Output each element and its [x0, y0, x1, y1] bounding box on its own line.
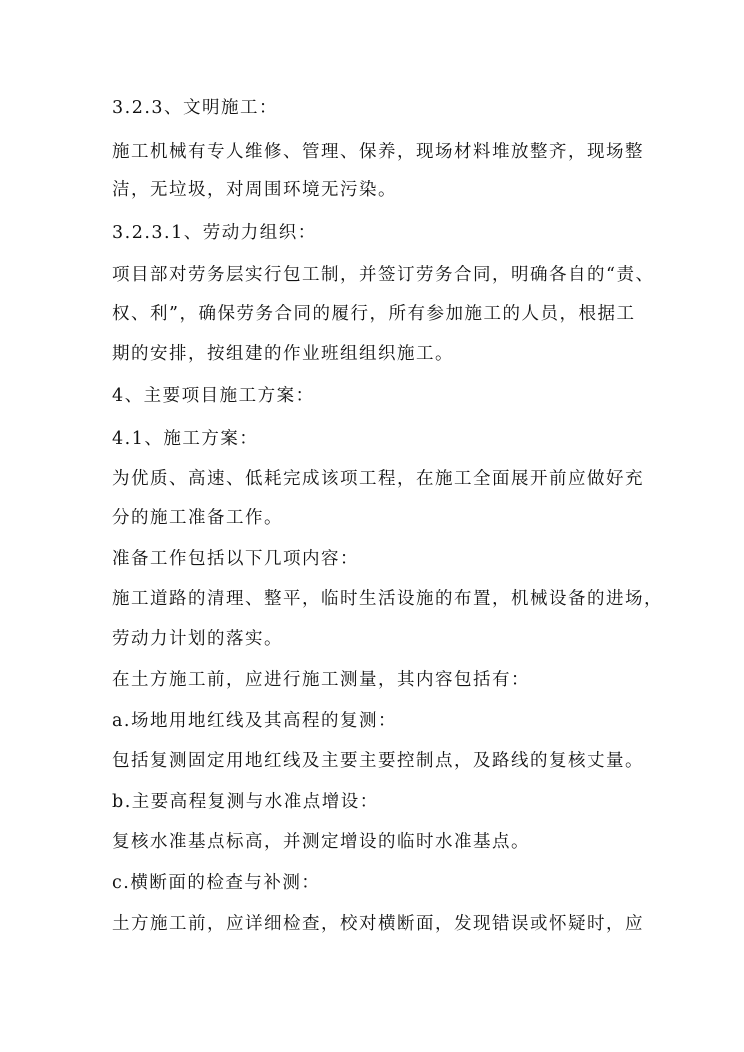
paragraph-line: 施工机械有专人维修、管理、保养，现场材料堆放整齐，现场整 [112, 142, 644, 162]
heading-3-2-3: 3.2.3、文明施工： [112, 98, 279, 118]
paragraph-line: 施工道路的清理、整平，临时生活设施的布置，机械设备的进场， [112, 589, 663, 609]
heading-4-1: 4.1、施工方案： [112, 429, 259, 449]
paragraph-line: 权、利”，确保劳务合同的履行，所有参加施工的人员，根据工 [112, 304, 636, 324]
paragraph-line: 土方施工前，应详细检查，校对横断面，发现错误或怀疑时，应 [112, 914, 644, 934]
paragraph-line: 项目部对劳务层实行包工制，并签订劳务合同，明确各自的“责、 [112, 265, 655, 285]
paragraph-line: 为优质、高速、低耗完成该项工程，在施工全面展开前应做好充 [112, 469, 644, 489]
paragraph-line: 劳动力计划的落实。 [112, 629, 283, 649]
paragraph-line: 洁，无垃圾，对周围环境无污染。 [112, 180, 397, 200]
paragraph-line: 包括复测固定用地红线及主要主要控制点，及路线的复核丈量。 [112, 751, 644, 771]
paragraph-line: 准备工作包括以下几项内容： [112, 549, 359, 569]
heading-3-2-3-1: 3.2.3.1、劳动力组织： [112, 223, 317, 243]
subheading-a: a.场地用地红线及其高程的复测： [112, 711, 397, 731]
paragraph-line: 分的施工准备工作。 [112, 508, 283, 528]
paragraph-line: 复核水准基点标高，并测定增设的临时水准基点。 [112, 832, 530, 852]
subheading-b: b.主要高程复测与水准点增设： [112, 792, 379, 812]
heading-4: 4、主要项目施工方案： [112, 386, 315, 406]
subheading-c: c.横断面的检查与补测： [112, 873, 321, 893]
paragraph-line: 在土方施工前，应进行施工测量，其内容包括有： [112, 670, 530, 690]
paragraph-line: 期的安排，按组建的作业班组组织施工。 [112, 344, 454, 364]
